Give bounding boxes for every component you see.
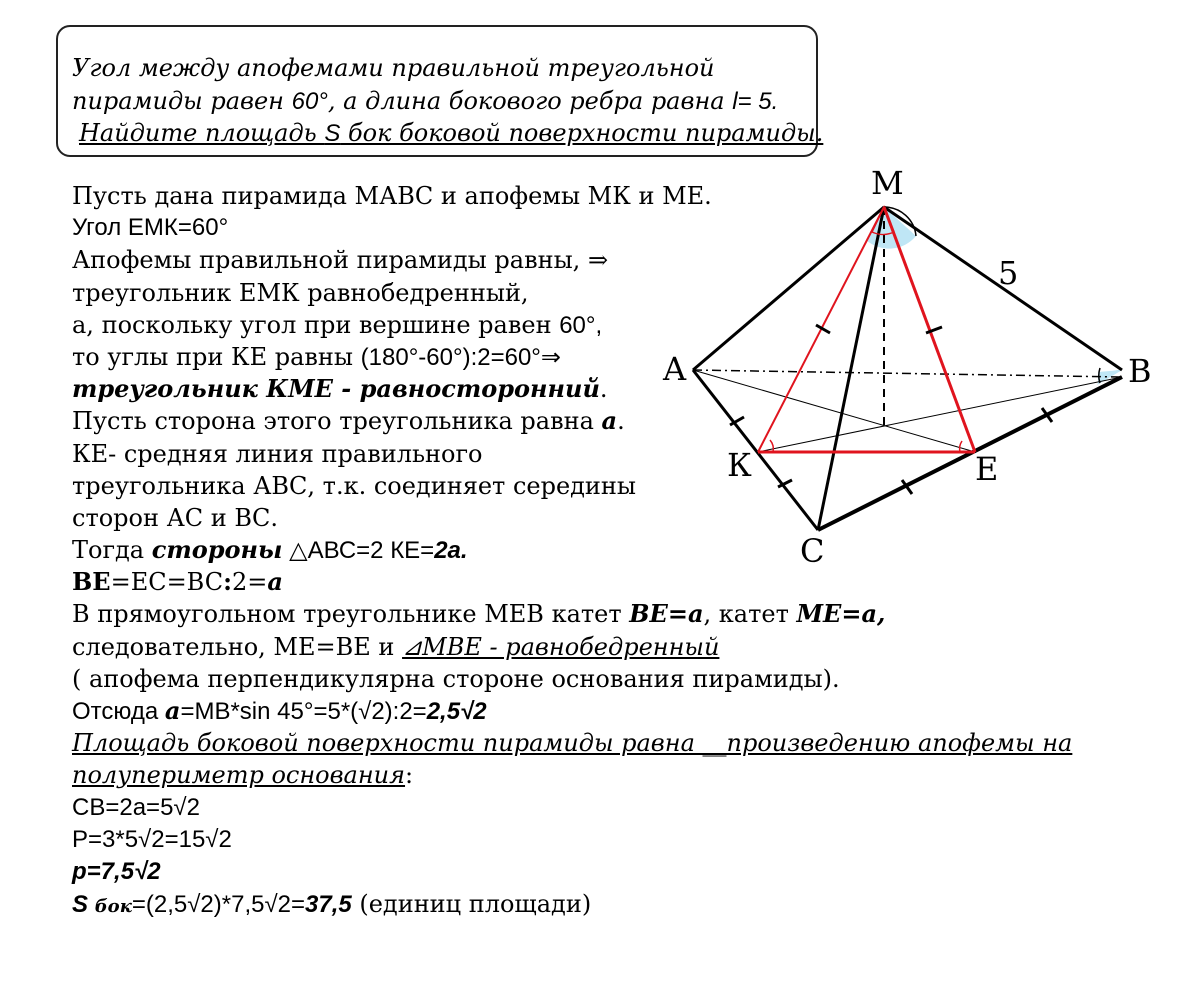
label-c: C xyxy=(800,532,825,570)
solution-text xyxy=(72,180,1073,920)
text: BE xyxy=(72,567,111,597)
text: . xyxy=(599,375,608,404)
text: ⊿МВЕ - равнобедренный xyxy=(402,632,720,661)
solution-line xyxy=(72,309,952,341)
label-b: B xyxy=(1128,352,1152,390)
task-text: пирамиды равен xyxy=(72,87,292,115)
solution-line xyxy=(72,631,952,663)
solution-line: ( апофема перпендикулярна стороне основания пирамиды). xyxy=(72,664,840,693)
text: Пусть сторона этого треугольника равна xyxy=(72,407,602,436)
label-k: К xyxy=(727,446,752,484)
text: △АВС=2 КЕ= xyxy=(282,537,435,565)
label-m: M xyxy=(871,164,904,202)
label-a: A xyxy=(663,350,687,388)
angle-arc-e xyxy=(960,441,962,452)
text: следовательно, МЕ=ВЕ и xyxy=(72,632,403,661)
text: Отсюда xyxy=(72,698,165,725)
text: 37,5 xyxy=(305,891,352,919)
text: 2a. xyxy=(434,537,468,565)
task-text: бок боковой поверхности пирамиды. xyxy=(340,119,824,147)
text: =(2,5√2)*7,5√2= xyxy=(131,891,305,919)
solution-line: p=7,5√2 xyxy=(72,857,161,885)
text: 2,5√2 xyxy=(426,698,487,725)
text: S xyxy=(72,891,95,919)
text: Тогда xyxy=(72,536,152,565)
solution-line xyxy=(72,405,952,437)
solution-line: треугольник ЕМК равнобедренный, xyxy=(72,278,529,307)
text: а, поскольку угол при вершине равен xyxy=(72,310,560,339)
solution-line: Площадь боковой поверхности пирамиды равна __произведению апофемы на xyxy=(72,729,1073,758)
solution-line: Апофемы правильной пирамиды равны, ⇒ xyxy=(72,246,609,275)
solution-line xyxy=(72,373,952,405)
solution-line: КЕ- средняя линия правильного xyxy=(72,439,483,468)
task-text: Найдите площадь xyxy=(79,119,325,147)
text: В прямоугольном треугольнике МЕВ катет xyxy=(72,600,630,629)
text: то углы при КЕ равны xyxy=(72,342,361,371)
solution-line: P=3*5√2=15√2 xyxy=(72,825,232,853)
task-text: , а длина бокового ребра равна xyxy=(327,87,733,115)
text: a xyxy=(164,696,181,725)
task-area-symbol: S xyxy=(324,120,341,147)
task-angle-value: 60° xyxy=(291,88,328,115)
task-line-1: Угол между апофемами правильной треугольной xyxy=(72,54,715,82)
text: ME=a, xyxy=(796,599,886,629)
text: бок xyxy=(94,896,132,918)
solution-line: Пусть дана пирамида МАВС и апофемы МК и МЕ. xyxy=(72,182,712,210)
text: стороны xyxy=(151,535,283,565)
text: : xyxy=(405,761,414,790)
text: , катет xyxy=(703,600,797,629)
text: 2= xyxy=(231,568,268,597)
solution-line xyxy=(72,534,952,566)
text: =EC=BC xyxy=(110,568,224,597)
label-edge-length: 5 xyxy=(998,254,1019,292)
solution-line xyxy=(72,695,952,727)
text: BE=a xyxy=(629,599,704,629)
text: (180°-60°):2=60°⇒ xyxy=(360,343,561,371)
text: (единиц площади) xyxy=(351,890,592,919)
text: a xyxy=(267,567,283,597)
text: 60°, xyxy=(559,311,603,339)
text: . xyxy=(617,407,625,436)
solution-line: сторон АС и ВС. xyxy=(72,503,279,532)
text: : xyxy=(223,567,232,597)
text: треугольник КМЕ - равносторонний xyxy=(72,374,600,404)
solution-line: Угол ЕМК=60° xyxy=(72,214,229,242)
solution-line xyxy=(72,566,952,598)
text: =MB*sin 45°=5*(√2):2= xyxy=(180,698,427,725)
solution-line xyxy=(72,341,952,373)
solution-line xyxy=(72,598,952,630)
solution-line: CB=2a=5√2 xyxy=(72,793,200,821)
task-edge-value: l= 5. xyxy=(732,88,779,115)
solution-line xyxy=(72,888,952,920)
solution-line xyxy=(72,759,952,791)
text: a xyxy=(601,406,618,436)
label-e: E xyxy=(975,450,999,488)
text: полупериметр основания xyxy=(72,761,406,790)
solution-line: треугольника АВС, т.к. соединяет середины xyxy=(72,471,637,500)
